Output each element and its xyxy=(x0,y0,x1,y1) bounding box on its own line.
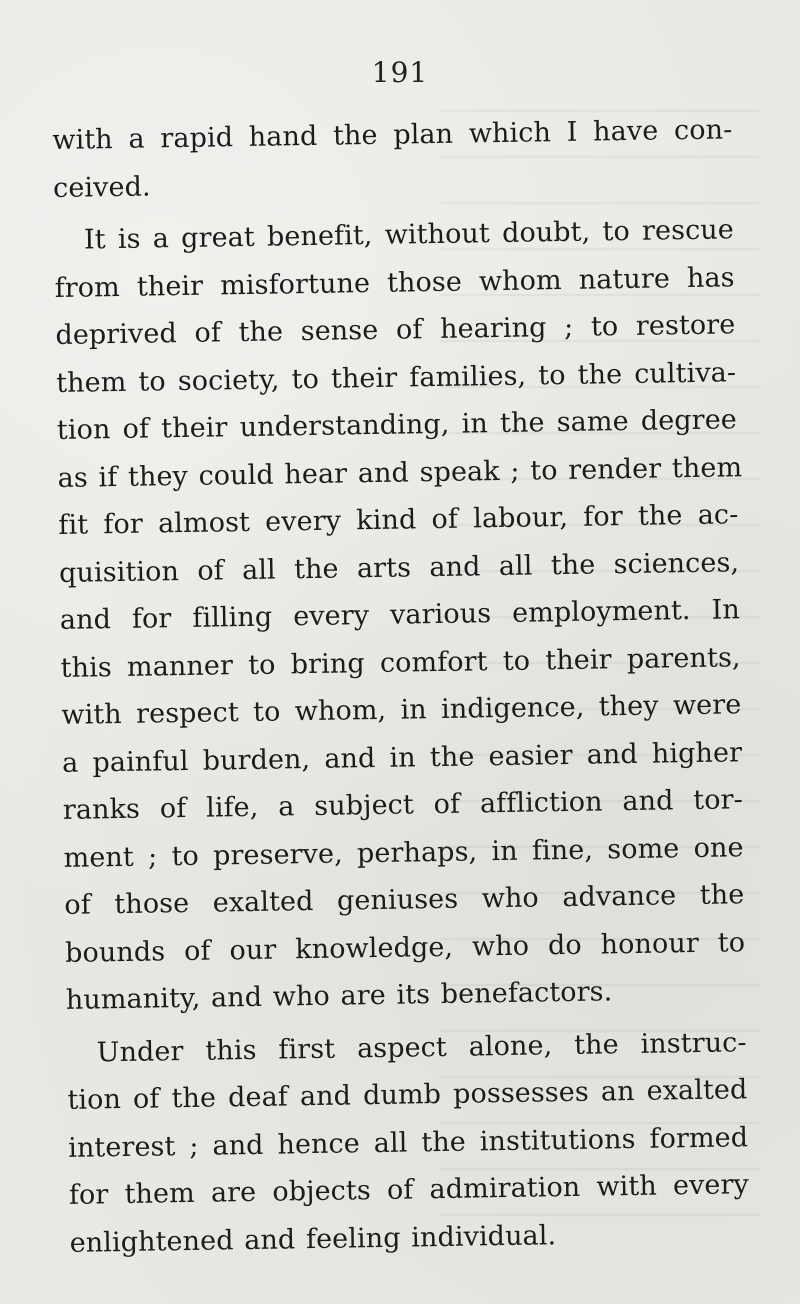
text-line: of those exalted geniuses who advance the xyxy=(64,879,745,921)
text-line: tion of their understanding, in the same degree xyxy=(56,404,738,446)
text-line: ranks of life, a subject of affliction and tor- xyxy=(62,784,744,826)
text-line: for them are objects of admiration with every xyxy=(68,1169,750,1211)
text-line: enlightened and feeling individual. xyxy=(69,1219,557,1259)
text-line: bounds of our knowledge, who do honour to xyxy=(64,926,746,969)
text-line: this manner to bring comfort to their parents, xyxy=(60,641,741,684)
text-line: them to society, to their families, to the cultiva- xyxy=(55,356,737,399)
text-line: a painful burden, and in the easier and higher xyxy=(61,736,743,779)
text-line: quisition of all the arts and all the sciences, xyxy=(58,546,740,589)
text-line: from their misfortune those whom nature has xyxy=(54,261,735,304)
body-text xyxy=(52,106,750,1267)
text-line: ceived. xyxy=(52,170,151,204)
page-number: 191 xyxy=(371,56,429,89)
text-line: fit for almost every kind of labour, for the ac- xyxy=(58,499,739,541)
text-line: ment ; to preserve, perhaps, in fine, some one xyxy=(63,831,744,874)
text-line: interest ; and hence all the institutions formed xyxy=(67,1121,749,1164)
text-line: and for filling every various employment. In xyxy=(59,594,741,636)
text-line: It is a great benefit, without doubt, to rescue xyxy=(83,214,735,256)
text-line: with a rapid hand the plan which I have con- xyxy=(52,114,733,156)
text-line: humanity, and who are its benefactors. xyxy=(65,976,613,1016)
text-line: deprived of the sense of hearing ; to restore xyxy=(55,309,736,351)
text-line: Under this first aspect alone, the instruc- xyxy=(96,1026,747,1068)
text-line: with respect to whom, in indigence, they were xyxy=(61,689,742,731)
text-line: as if they could hear and speak ; to render them xyxy=(57,451,743,494)
text-line: tion of the deaf and dumb possesses an exalted xyxy=(67,1074,748,1116)
